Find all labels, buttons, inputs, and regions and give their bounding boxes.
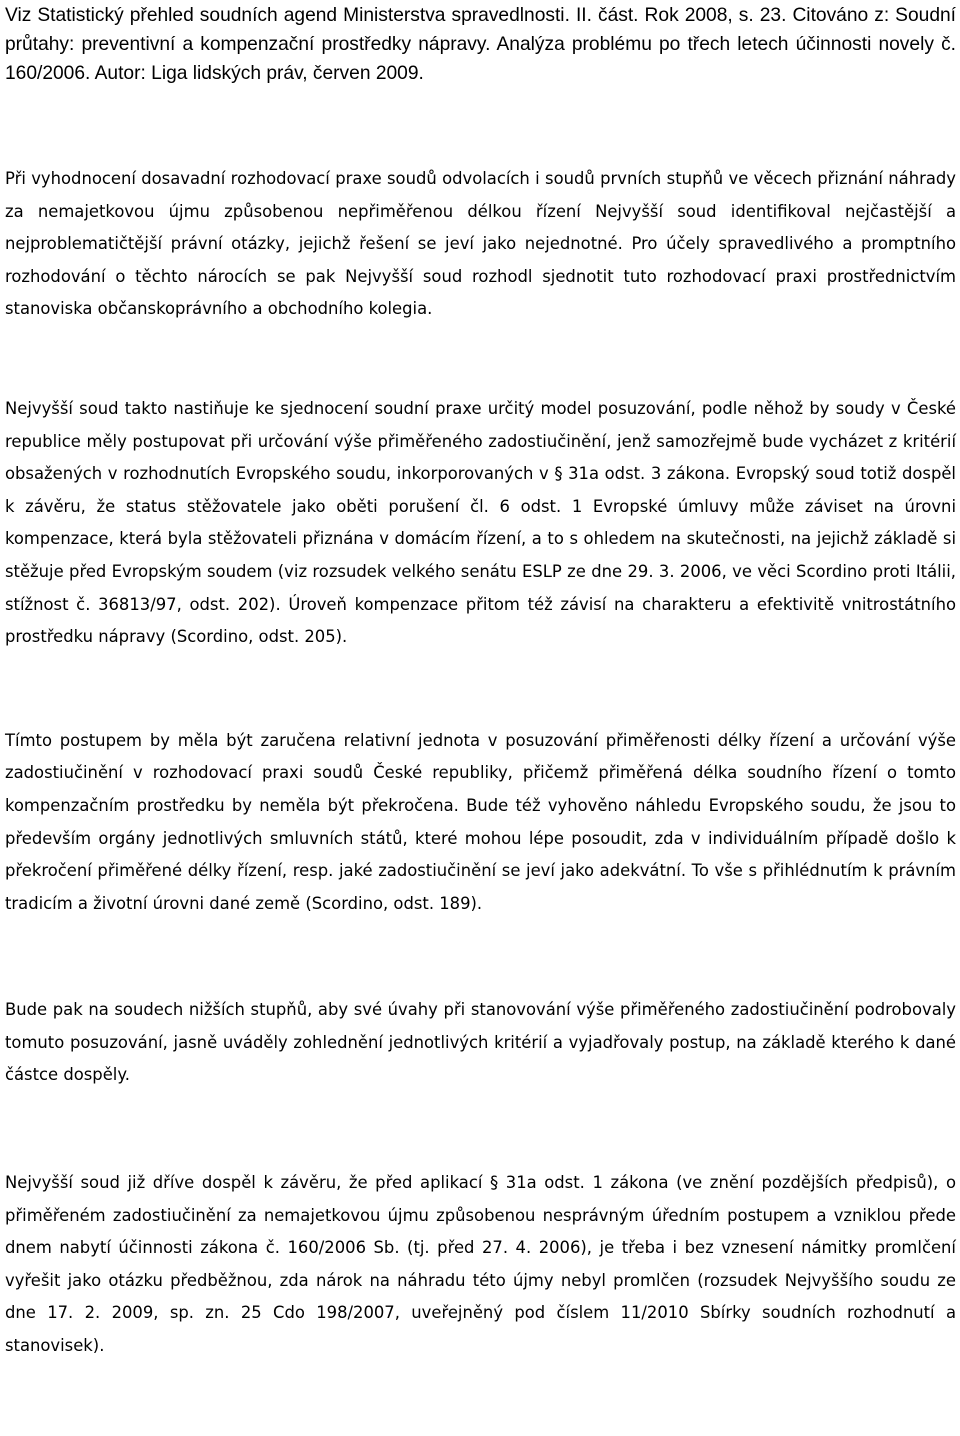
footnote-text: Viz Statistický přehled soudních agend Ministerstva spravedlnosti. II. část. Rok 2008, s. 23. Citováno z: Soudní průtahy: preventivní a kompenzační prostředky nápravy. Analýza problému po třech letech účinnosti novely č. 160/2006. Autor: Liga lidských práv, červen 2009. (5, 5, 956, 84)
paragraph-3: Tímto postupem by měla být zaručena relativní jednota v posuzování přiměřenosti délky řízení a určování výše zadostiučinění v rozhodovací praxi soudů České republiky, přičemž přiměřená délka soudního řízení o tomto kompenzačním prostředku by neměla být překročena. Bude též vyhověno náhledu Evropského soudu, že jsou to především orgány jednotlivých smluvních států, které mohou lépe posoudit, zda v individuálním případě došlo k překročení přiměřené délky řízení, resp. jaké zadostiučinění se jeví jako adekvátní. To vše s přihlédnutím k právním tradicím a životní úrovni dané země (Scordino, odst. 189). (5, 730, 956, 913)
paragraph-1: Při vyhodnocení dosavadní rozhodovací praxe soudů odvolacích i soudů prvních stupňů ve věcech přiznání náhrady za nemajetkovou újmu způsobenou nepřiměřenou délkou řízení Nejvyšší soud identifikoval nejčastější a nejproblematičtější právní otázky, jejichž řešení se jeví jako nejednotné. Pro účely spravedlivého a promptního rozhodování o těchto nárocích se pak Nejvyšší soud rozhodl sjednotit tuto rozhodovací praxi prostřednictvím stanoviska občanskoprávního a obchodního kolegia. (5, 169, 956, 319)
paragraph-4: Bude pak na soudech nižších stupňů, aby své úvahy při stanovování výše přiměřeného zadostiučinění podrobovaly tomuto posuzování, jasně uváděly zohlednění jednotlivých kritérií a vyjadřovaly postup, na základě kterého k dané částce dospěly. (5, 1000, 956, 1085)
paragraph-2: Nejvyšší soud takto nastiňuje ke sjednocení soudní praxe určitý model posuzování, podle něhož by soudy v České republice měly postupovat při určování výše přiměřeného zadostiučinění, jenž samozřejmě bude vycházet z kritérií obsažených v rozhodnutích Evropského soudu, inkorporovaných v § 31a odst. 3 zákona. Evropský soud totiž dospěl k závěru, že status stěžovatele jako oběti porušení čl. 6 odst. 1 Evropské úmluvy může záviset na úrovni kompenzace, která byla stěžovateli přiznána v domácím řízení, a to s ohledem na skutečnosti, na jejichž základě si stěžuje před Evropským soudem (viz rozsudek velkého senátu ESLP ze dne 29. 3. 2006, ve věci Scordino proti Itálii, stížnost č. 36813/97, odst. 202). Úroveň kompenzace přitom též závisí na charakteru a efektivitě vnitrostátního prostředku nápravy (Scordino, odst. 205). (5, 398, 956, 647)
paragraph-5: Nejvyšší soud již dříve dospěl k závěru, že před aplikací § 31a odst. 1 zákona (ve znění pozdějších předpisů), o přiměřeném zadostiučinění za nemajetkovou újmu způsobenou nesprávným úředním postupem a vzniklou přede dnem nabytí účinnosti zákona č. 160/2006 Sb. (tj. před 27. 4. 2006), je třeba i bez vznesení námitky promlčení vyřešit jako otázku předběžnou, zda nárok na náhradu této újmy nebyl promlčen (rozsudek Nejvyššího soudu ze dne 17. 2. 2009, sp. zn. 25 Cdo 198/2007, uveřejněný pod číslem 11/2010 Sbírky soudních rozhodnutí a stanovisek). (5, 1173, 956, 1356)
